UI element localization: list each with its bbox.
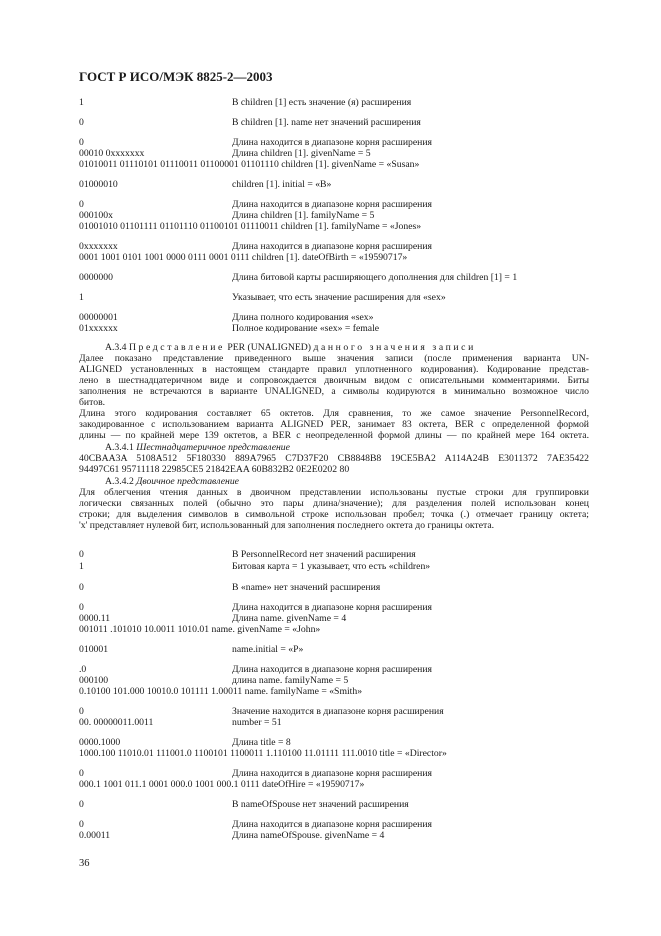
paragraph-line: Для облегчения чтения данных в двоичном представлении использованы пустые строки для группировки [79,487,589,498]
code-line: 01001010 01101111 01101110 01100101 01110011 children [1]. familyName = «Jones» [79,221,422,232]
code-line: 000100 длина name. familyName = 5 [79,675,349,686]
paragraph-line: заполнения не встречаются в варианте UNALIGNED, а символы кодируются в минимально возможное число [79,386,589,397]
paragraph-line: битов. [79,397,106,408]
section-heading-a-3-4-2: A.3.4.2 Двоичное представление [105,476,239,487]
paragraph-line: лено в шестнадцатеричном виде и сопровождается двоичным видом с описательными комментариями. Биты [79,375,589,386]
code-line: 01010011 01110101 01110011 01100001 01101110 children [1]. givenName = «Susan» [79,159,420,170]
paragraph-line: Далее показано представление приведенного выше значения записи (после применения варианта UN- [79,353,589,364]
code-line: 1000.100 11010.01 111001.0 1100101 1100011 1.110100 11.01111 111.0010 title = «Director» [79,748,447,759]
code-line: 1 Указывает, что есть значение расширения для «sex» [79,292,446,303]
code-line: 0 Длина находится в диапазоне корня расширения [79,199,433,210]
code-line: 0000.11 Длина name. givenName = 4 [79,613,347,624]
code-line: 01000010 children [1]. initial = «B» [79,179,332,190]
code-line: 00. 00000011.0011 number = 51 [79,717,282,728]
code-line: 0 Длина находится в диапазоне корня расширения [79,819,433,830]
hex-line: 40CBAA3A 5108A512 5F180330 889A7965 C7D37F20 CB8848B8 19CE5BA2 A114A24B E3011372 7AE35422 [79,453,589,464]
paragraph-line: логически связанных полей (обычно это пары длина/значение); для разделения полей использован конец [79,498,589,509]
paragraph-line: Длина этого кодирования составляет 65 октетов. Для сравнения, то же самое значение PersonnelRecord, [79,408,589,419]
code-line: 0 В nameOfSpouse нет значений расширения [79,799,409,810]
code-line: 001011 .101010 10.0011 1010.01 name. givenName = «John» [79,624,321,635]
section-heading-a-3-4: A.3.4 Представление PER (UNALIGNED) данного значения записи [105,342,476,353]
paragraph-line: строки; для выделения символов в символьной строке использован пробел; точка (.) отмечает границу октета; [79,509,589,520]
code-line: 0 Длина находится в диапазоне корня расширения [79,602,433,613]
page-number: 36 [79,858,90,869]
code-line: 0.00011 Длина nameOfSpouse. givenName = 4 [79,830,385,841]
code-line: 000.1 1001 011.1 0001 000.0 1001 000.1 0111 dateOfHire = «19590717» [79,779,365,790]
paragraph-line: длины — по крайней мере 139 октетов, а BER с неопределенной формой длины — по крайней мере 164 октета. [79,430,589,441]
paragraph-line: 'x' представляет нулевой бит, использованный для заполнения последнего октета до границы октета. [79,520,495,531]
code-line: 0xxxxxxx Длина находится в диапазоне корня расширения [79,241,433,252]
standard-title: ГОСТ Р ИСО/МЭК 8825-2—2003 [79,69,273,84]
code-line: 0 Значение находится в диапазоне корня расширения [79,706,444,717]
code-line: 0 В children [1]. name нет значений расширения [79,117,421,128]
code-line: 0 В PersonnelRecord нет значений расширения [79,549,416,560]
code-line: 00000001 Длина полного кодирования «sex» [79,312,374,323]
code-line: 1 Битовая карта = 1 указывает, что есть «children» [79,561,431,572]
code-line: 0001 1001 0101 1001 0000 0111 0001 0111 children [1]. dateOfBirth = «19590717» [79,252,408,263]
code-line: 0 Длина находится в диапазоне корня расширения [79,768,433,779]
code-line: 01xxxxxx Полное кодирование «sex» = female [79,323,380,334]
section-heading-a-3-4-1: A.3.4.1 Шестнадцатеричное представление [105,442,290,453]
code-line: 0 Длина находится в диапазоне корня расширения [79,137,433,148]
code-line: 0000000 Длина битовой карты расширяющего дополнения для children [1] = 1 [79,272,518,283]
code-line: .0 Длина находится в диапазоне корня расширения [79,664,433,675]
code-line: 0000.1000 Длина title = 8 [79,737,291,748]
paragraph-line: ALIGNED установленных в настоящем стандарте правил уплотненного кодирования). Кодирование представ- [79,364,589,375]
document-header [79,69,589,84]
hex-line: 94497C61 95711118 22985CE5 21842EAA 60B832B2 0E2E0202 80 [79,464,350,475]
code-line: 00010 0xxxxxxx Длина children [1]. givenName = 5 [79,148,371,159]
code-line: 0 В «name» нет значений расширения [79,582,381,593]
code-line: 000100x Длина children [1]. familyName = 5 [79,210,375,221]
code-line: 0.10100 101.000 10010.0 101111 1.00011 name. familyName = «Smith» [79,686,363,697]
code-line: 1 В children [1] есть значение (я) расширения [79,97,412,108]
code-line: 010001 name.initial = «P» [79,644,304,655]
paragraph-line: закодированное с использованием варианта ALIGNED PER, занимает 83 октета, BER с определенной формой [79,419,589,430]
